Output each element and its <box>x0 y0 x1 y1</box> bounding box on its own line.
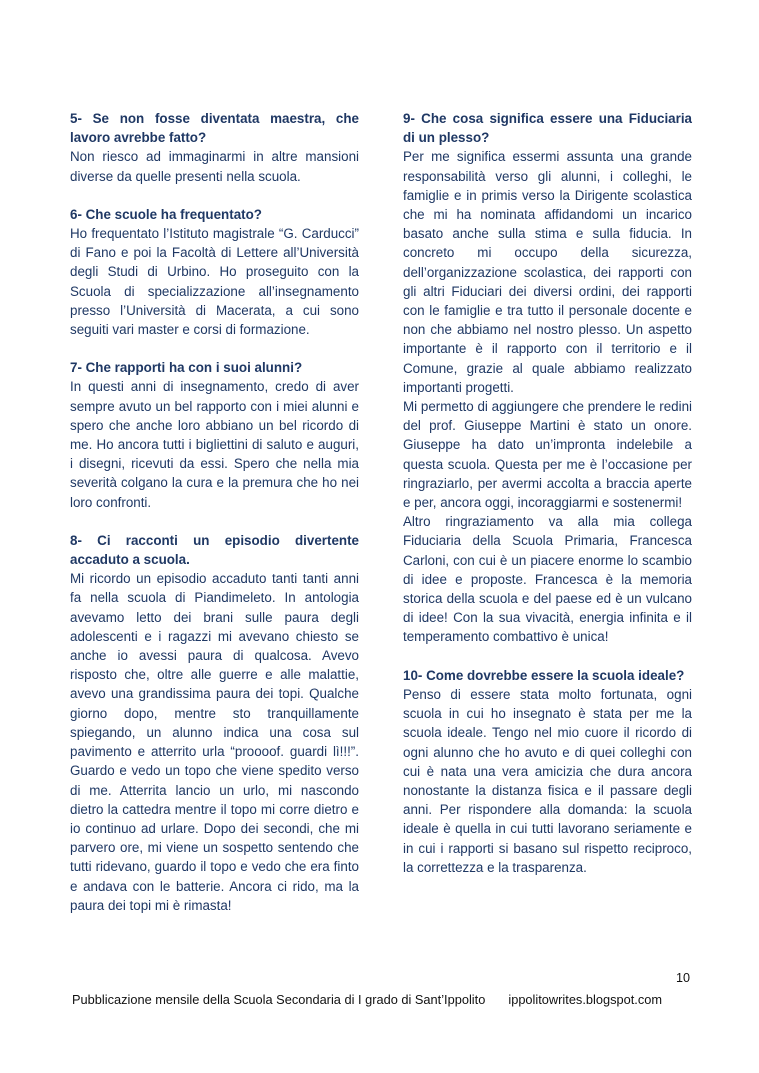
answer-paragraph: Penso di essere stata molto fortunata, ogni scuola in cui ho insegnato è stata per me la scuola ideale. Tengo nel mio cuore il ricordo di ogni alunno che ho avuto e di quei colleghi con cui è nata una vera amicizia che dura ancora nonostante la distanza fisica e il passare degli anni. Per rispondere alla domanda: la scuola ideale è quella in cui tutti lavorano seriamente e in cui i rapporti si basano sul rispetto reciproco, la correttezza e la trasparenza. <box>403 686 692 875</box>
qa-item-8 <box>70 531 359 915</box>
footer-blog-url: ippolitowrites.blogspot.com <box>508 992 662 1007</box>
answer-paragraph: Mi ricordo un episodio accaduto tanti tanti anni fa nella scuola di Piandimeleto. In antologia avevamo letto dei brani sulle paura degli adolescenti e i ragazzi mi avevano chiesto se anche io avessi paura di qualcosa. Avevo risposto che, oltre alle guerre e alle malattie, avevo una grandissima paura dei topi. Qualche giorno dopo, mentre sto tranquillamente spiegando, un alunno indica una cosa sul pavimento e atterrito urla “proooof. guardi lì!!!”. Guardo e vedo un topo che viene spedito verso di me. Atterrita lancio un urlo, mi nascondo dietro la cattedra mentre il topo mi corre dietro e io continuo ad urlare. Dopo dei secondi, che mi parvero ore, mi viene un sospetto sentendo che tutti ridevano, guardo il topo e vedo che era finto e andava con le batterie. Ancora ci rido, ma la paura dei topi mi è rimasta! <box>70 571 359 913</box>
answer-paragraph: Non riesco ad immaginarmi in altre mansioni diverse da quelle presenti nella scuola. <box>70 149 359 184</box>
qa-item-5 <box>70 109 359 186</box>
answer-paragraph: Mi permetto di aggiungere che prendere le redini del prof. Giuseppe Martini è stato un onore. Giuseppe ha dato un’impronta indelebile a questa scuola. Questa per me è l’occasione per ringraziarlo, per avermi accolta a braccia aperte e per, ancora oggi, incoraggiarmi e sostenermi! <box>403 399 692 511</box>
question-heading: 6- Che scuole ha frequentato? <box>70 206 262 222</box>
qa-item-6 <box>70 205 359 339</box>
qa-item-10 <box>403 666 692 877</box>
question-heading: 10- Come dovrebbe essere la scuola ideale? <box>403 667 685 683</box>
right-column <box>403 109 692 915</box>
left-column <box>70 109 359 915</box>
qa-item-7 <box>70 358 359 512</box>
footer-publication-text: Pubblicazione mensile della Scuola Secondaria di I grado di Sant’Ippolito <box>72 992 486 1007</box>
question-heading: 5- Se non fosse diventata maestra, che lavoro avrebbe fatto? <box>70 111 359 146</box>
two-column-body <box>70 109 692 915</box>
answer-paragraph: Ho frequentato l’Istituto magistrale “G. Carducci” di Fano e poi la Facoltà di Lettere all’Università degli Studi di Urbino. Ho proseguito con la Scuola di specializzazione all’insegnamento presso l’Università di Macerata, a cui sono seguiti vari master e corsi di formazione. <box>70 226 359 338</box>
answer-paragraph: Altro ringraziamento va alla mia collega Fiduciaria della Scuola Primaria, Francesca Carloni, con cui è un piacere enorme lo scambio di idee e proposte. Francesca è la memoria storica della scuola e del paese ed è un vulcano di idee! Con la sua vivacità, energia infinita e il temperamento combattivo è unica! <box>403 514 692 645</box>
answer-paragraph: Per me significa essermi assunta una grande responsabilità verso gli alunni, i colleghi, le famiglie e in primis verso la Dirigente scolastica che mi ha nominata affidandomi un incarico basato anche sulla stima e sulla fiducia. In concreto mi occupo della sicurezza, dell’organizzazione scolastica, dei rapporti con gli altri Fiduciari dei diversi ordini, dei rapporti con le famiglie e tra tutto il personale docente e non che abbiamo nel nostro plesso. Un aspetto importante è il rapporto con il territorio e il Comune, grazie al quale abbiamo realizzato importanti progetti. <box>403 149 692 395</box>
question-heading: 7- Che rapporti ha con i suoi alunni? <box>70 360 303 376</box>
answer-paragraph: In questi anni di insegnamento, credo di aver sempre avuto un bel rapporto con i miei alunni e spero che anche loro abbiano un bel ricordo di me. Ho ancora tutti i bigliettini di saluto e auguri, i disegni, ricevuti da essi. Spero che nella mia severità colgano la cura e la premura che ho nei loro confronti. <box>70 379 359 510</box>
question-heading: 9- Che cosa significa essere una Fiduciaria di un plesso? <box>403 111 692 146</box>
question-heading: 8- Ci racconti un episodio divertente accaduto a scuola. <box>70 532 359 568</box>
page-number: 10 <box>675 971 690 985</box>
page-footer <box>72 992 662 1007</box>
qa-item-9 <box>403 109 692 647</box>
